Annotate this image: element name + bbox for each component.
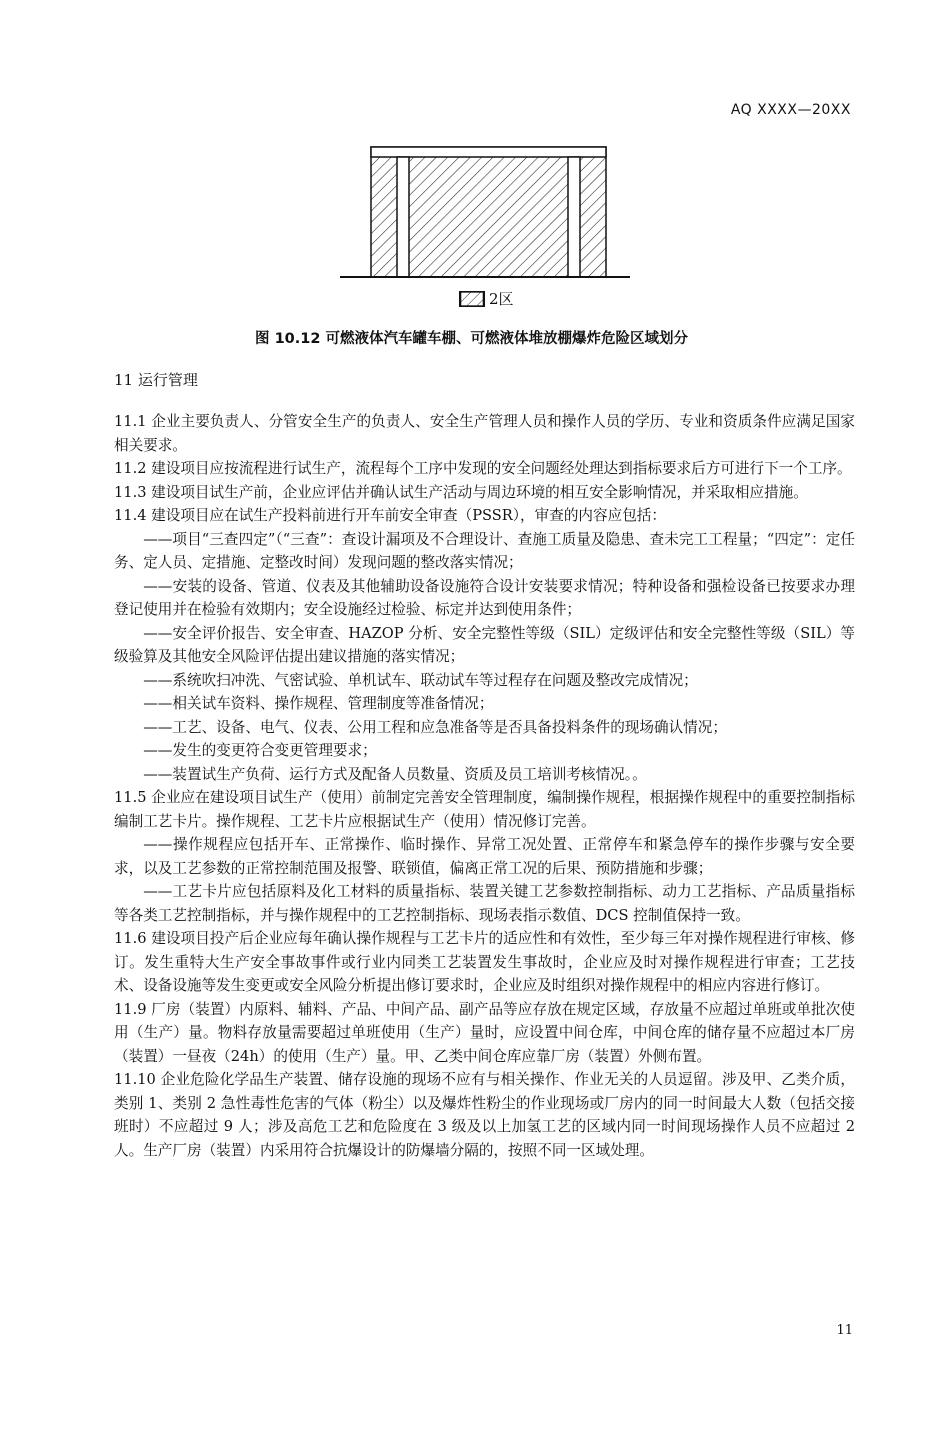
left-column xyxy=(397,157,409,277)
list-item: ——装置试生产负荷、运行方式及配备人员数量、资质及员工培训考核情况。。 xyxy=(143,765,647,783)
list-item: ——工艺、设备、电气、仪表、公用工程和应急准备等是否具备投料条件的现场确认情况； xyxy=(143,718,727,736)
list-item: ——安装的设备、管道、仪表及其他辅助设备设施符合设计安装要求情况；特种设备和强检设备已按要求办理登记使用并在检验有效期内；安全设施经过检验、标定并达到使用条件； xyxy=(114,577,855,618)
right-column xyxy=(568,157,580,277)
legend-label: 2区 xyxy=(489,290,514,308)
paragraph: 11.4 建设项目应在试生产投料前进行开车前安全审查（PSSR），审查的内容应包括： xyxy=(114,507,666,524)
list-item: ——系统吹扫冲洗、气密试验、单机试车、联动试车等过程存在问题及整改完成情况； xyxy=(143,671,698,689)
paragraph: 11.3 建设项目试生产前，企业应评估并确认试生产活动与周边环境的相互安全影响情况，并采取相应措施。 xyxy=(114,483,808,501)
shed-hazard-diagram xyxy=(340,140,630,290)
section-title: 11 运行管理 xyxy=(114,371,198,389)
document-code: AQ XXXX—20XX xyxy=(730,102,851,118)
paragraph: 11.1 企业主要负责人、分管安全生产的负责人、安全生产管理人员和操作人员的学历、专业和资质条件应满足国家相关要求。 xyxy=(114,413,855,454)
paragraph: 11.9 厂房（装置）内原料、辅料、产品、中间产品、副产品等应存放在规定区域，存放量不应超过单班或单批次使用（生产）量。物料存放量需要超过单班使用（生产）量时，应设置中间仓库，中间仓库的储存量不应超过本厂房（装置）一昼夜（24h）的使用（生产）量。甲、乙类中间仓库应靠厂房（装置）外侧布置。 xyxy=(114,1000,855,1065)
list-item: ——操作规程应包括开车、正常操作、临时操作、异常工况处置、正常停车和紧急停车的操作步骤与安全要求，以及工艺参数的正常控制范围及报警、联锁值，偏离正常工况的后果、预防措施和步骤； xyxy=(114,836,855,877)
figure-legend xyxy=(459,288,514,309)
paragraph: 11.2 建设项目应按流程进行试生产，流程每个工序中发现的安全问题经处理达到指标要求后方可进行下一个工序。 xyxy=(114,460,852,477)
list-item: ——工艺卡片应包括原料及化工材料的质量指标、装置关键工艺参数控制指标、动力工艺指标、产品质量指标等各类工艺控制指标，并与操作规程中的工艺控制指标、现场表指示数值、DCS 控制值保持一致。 xyxy=(114,883,855,924)
paragraph: 11.5 企业应在建设项目试生产（使用）前制定完善安全管理制度，编制操作规程，根据操作规程中的重要控制指标编制工艺卡片。操作规程、工艺卡片应根据试生产（使用）情况修订完善。 xyxy=(114,789,855,830)
body-text xyxy=(114,410,855,1162)
figure-caption: 图 10.12 可燃液体汽车罐车棚、可燃液体堆放棚爆炸危险区域划分 xyxy=(255,331,688,347)
list-item: ——安全评价报告、安全审查、HAZOP 分析、安全完整性等级（SIL）定级评估和安全完整性等级（SIL）等级验算及其他安全风险评估提出建议措施的落实情况； xyxy=(114,624,855,665)
roof-slab xyxy=(371,147,606,157)
list-item: ——相关试车资料、操作规程、管理制度等准备情况； xyxy=(143,695,494,712)
list-item: ——发生的变更符合变更管理要求； xyxy=(143,742,377,759)
paragraph: 11.6 建设项目投产后企业应每年确认操作规程与工艺卡片的适应性和有效性，至少每三年对操作规程进行审核、修订。发生重特大生产安全事故事件或行业内同类工艺装置发生事故时，企业应及时对操作规程进行审查；工艺技术、设备设施等发生变更或安全风险分析提出修订要求时，企业应及时组织对操作规程中的相应内容进行修订。 xyxy=(114,930,855,994)
list-item: ——项目“三查四定”（“三查”：查设计漏项及不合理设计、查施工质量及隐患、查未完工工程量；“四定”：定任务、定人员、定措施、定整改时间）发现问题的整改落实情况； xyxy=(114,530,855,571)
paragraph: 11.10 企业危险化学品生产装置、储存设施的现场不应有与相关操作、作业无关的人员逗留。涉及甲、乙类介质，类别 1、类别 2 急性毒性危害的气体（粉尘）以及爆炸性粉尘的作业现场或厂房内的同一时间最大人数（包括交接班时）不应超过 9 人；涉及高危工艺和危险度在 3 级及以上加氢工艺的区域内同一时间现场操作人员不应超过 2 人。生产厂房（装置）内采用符合抗爆设计的防爆墙分隔的，按照不同一区域处理。 xyxy=(114,1071,855,1159)
page-number: 11 xyxy=(836,1323,853,1338)
hatch-swatch-icon xyxy=(459,291,485,307)
